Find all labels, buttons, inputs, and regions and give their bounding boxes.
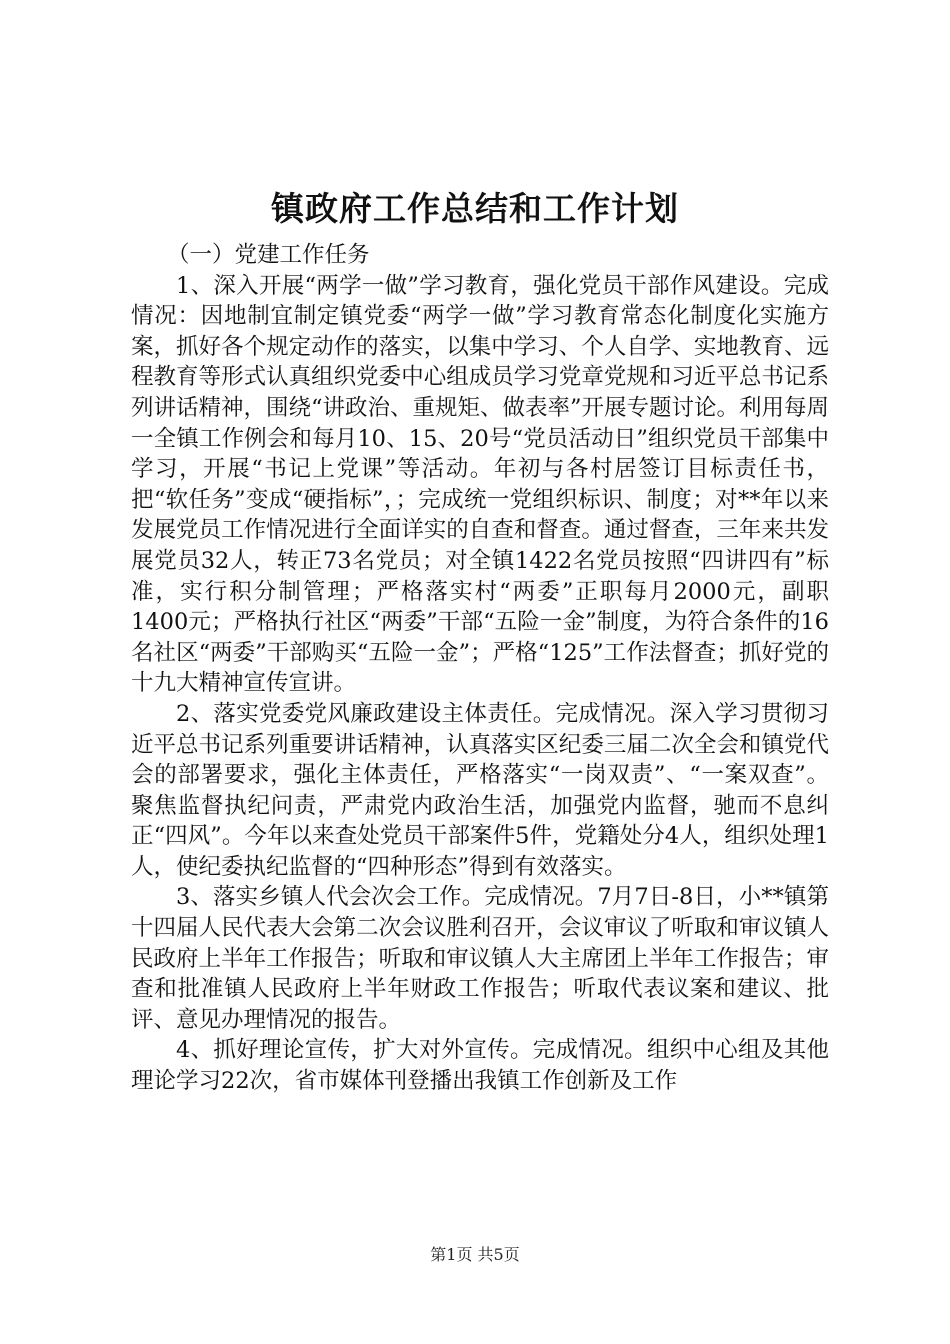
paragraph-3: 3、落实乡镇人代会次会工作。完成情况。7月7日-8日，小**镇第十四届人民代表大会第二次会议胜利召开，会议审议了听取和审议镇人民政府上半年工作报告；听取和审议镇人大主席团上半年工作报告；审查和批准镇人民政府上半年财政工作报告；听取代表议案和建议、批评、意见办理情况的报告。: [131, 884, 829, 1033]
paragraph-4: 4、抓好理论宣传，扩大对外宣传。完成情况。组织中心组及其他理论学习22次，省市媒体刊登播出我镇工作创新及工作: [131, 1037, 829, 1095]
page-number-footer: 第1页 共5页: [430, 1245, 520, 1264]
section-heading: （一）党建工作任务: [167, 242, 370, 268]
document-body: [131, 240, 829, 1097]
document-title: 镇政府工作总结和工作计划: [271, 189, 679, 228]
paragraph-1: 1、深入开展“两学一做”学习教育，强化党员干部作风建设。完成情况：因地制宜制定镇党委“两学一做”学习教育常态化制度化实施方案，抓好各个规定动作的落实，以集中学习、个人自学、实地教育、远程教育等形式认真组织党委中心组成员学习党章党规和习近平总书记系列讲话精神，围绕“讲政治、重规矩、做表率”开展专题讨论。利用每周一全镇工作例会和每月10、15、20号“党员活动日”组织党员干部集中学习，开展“书记上党课”等活动。年初与各村居签订目标责任书，把“软任务”变成“硬指标”，；完成统一党组织标识、制度；对**年以来发展党员工作情况进行全面详实的自查和督查。通过督查，三年来共发展党员32人，转正73名党员；对全镇1422名党员按照“四讲四有”标准，实行积分制管理；严格落实村“两委”正职每月2000元，副职1400元；严格执行社区“两委”干部“五险一金”制度，为符合条件的16名社区“两委”干部购买“五险一金”；严格“125”工作法督查；抓好党的十九大精神宣传宣讲。: [131, 272, 830, 697]
paragraph-2: 2、落实党委党风廉政建设主体责任。完成情况。深入学习贯彻习近平总书记系列重要讲话精神，认真落实区纪委三届二次全会和镇党代会的部署要求，强化主体责任，严格落实“一岗双责”、“一案双查”。聚焦监督执纪问责，严肃党内政治生活，加强党内监督，驰而不息纠正“四风”。今年以来查处党员干部案件5件，党籍处分4人，组织处理1人，使纪委执纪监督的“四种形态”得到有效落实。: [131, 700, 829, 880]
